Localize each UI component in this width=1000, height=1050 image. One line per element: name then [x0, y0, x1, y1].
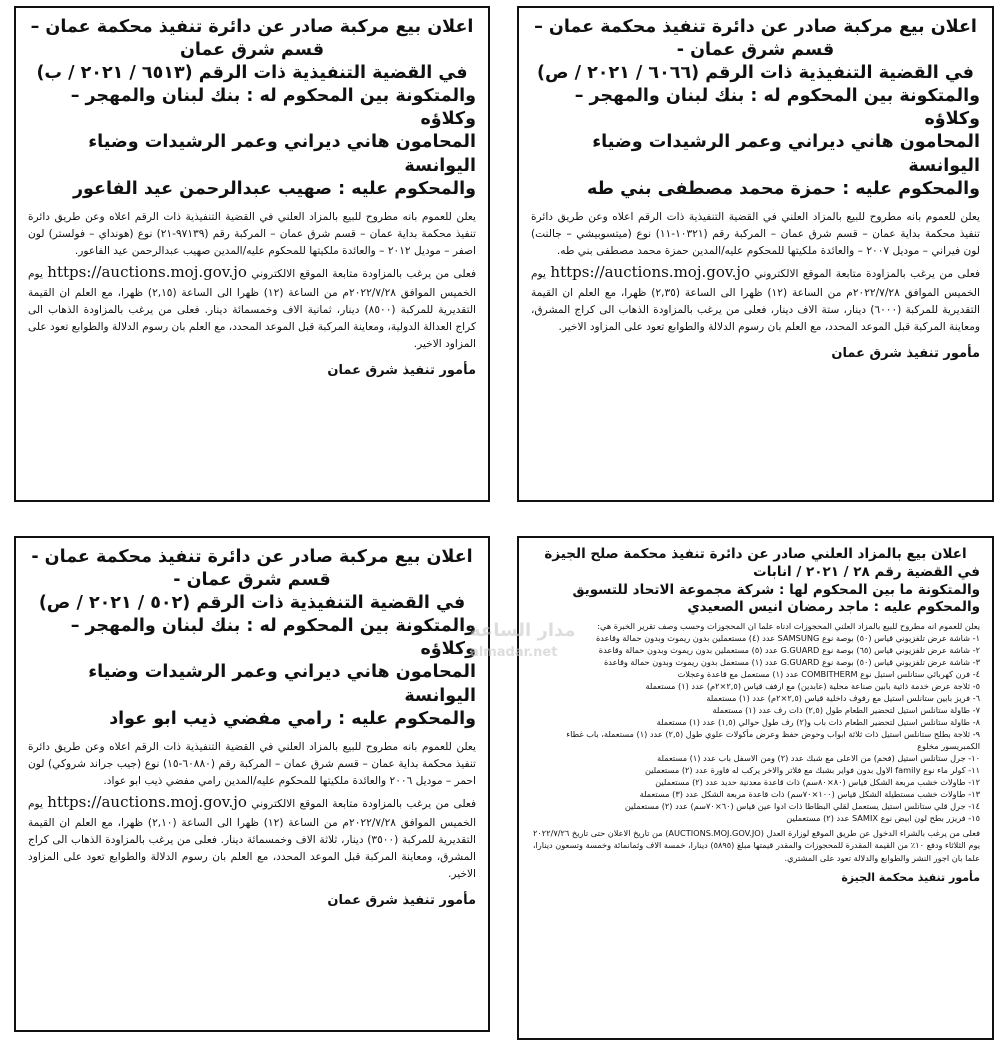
watermark-url: almadar.net	[470, 645, 558, 660]
list-item: ٣- شاشة عرض تلفزيوني قياس (٥٠) بوصة نوع G.GUARD عدد (١) مستعمل بدون ريموت وبدون حمالة وقاعدة	[604, 657, 980, 668]
auction-terms: يوم الخميس الموافق ٢٠٢٢/٧/٢٨م من الساعة (١٢) ظهرا الى الساعة (٢,٣٥) ظهرا، مع العلم ان القيمة التقديرية للمركبة (٦٠٠٠) دينار، ستة الاف دينار، فعلى من يرغب بالمزاودة الذهاب الى كراج المشرق، ومعاينة المركبة قبل الموعد المحدد، مع العلم بان رسوم الدلالة والطوابع تعود على المزاود الاخير.	[531, 268, 981, 333]
notice-auction-jiza	[517, 536, 994, 1040]
notice-vehicle-sale-6513	[14, 6, 490, 502]
notice-vehicle-sale-6066	[517, 6, 994, 502]
case-number: في القضية التنفيذية ذات الرقم (٥٠٢ / ٢٠٢١ / ص)	[38, 593, 466, 614]
items-intro: يعلن للعموم انه مطروح للبيع بالمزاد العلني المحجوزات ادناه علما ان المحجوزات وحسب وصف تقرير الخبرة هي:	[597, 621, 980, 632]
list-item: ١٥- فريزر بطح لون ابيض نوع SAMIX عدد (٢) مستعملين	[786, 812, 980, 823]
auction-url-link[interactable]: https://auctions.moj.gov.jo	[550, 263, 751, 282]
auction-url-link[interactable]: https://auctions.moj.gov.jo	[47, 263, 247, 282]
auction-terms: يوم الخميس الموافق ٢٠٢٢/٧/٢٨م من الساعة (١٢) ظهرا الى الساعة (٢,١٥) ظهرا، مع العلم ان القيمة التقديرية للمركبة (٨٥٠٠) دينار، ثمانية الاف وخمسمائة دينار. فعلى من يرغب بالمزاودة الذهاب الى كراج العدالة الدولية، ومعاينة المركبة قبل الموعد المحدد، مع العلم بان رسوم الدلالة والطوابع تعود على المزاود الاخير.	[28, 268, 477, 350]
lawyers-line: المحامون هاني ديراني وعمر الرشيدات وضياء اليوانسة	[88, 132, 476, 176]
notice-auction-details	[28, 260, 476, 353]
list-item: ٨- طاولة ستانلس استيل لتحضير الطعام ذات باب و(٢) رف طول حوالي (١,٥) عدد (١) مستعملة	[656, 717, 980, 727]
defendant-line: والمحكوم عليه : صهيب عبدالرحمن عيد الفاعور	[72, 178, 476, 199]
watermark-text: مدار الساعة	[470, 620, 576, 641]
list-item: ٥- ثلاجة عرض خدمة ذاتية بابين صناعة محلية (عابدين) مع ارفف قياس (٢,٥×٢م) عدد (١) مستعملة	[645, 681, 980, 692]
notice-signature: مأمور تنفيذ محكمة الجيزة	[841, 870, 980, 884]
list-item: ٩- ثلاجة بطلح ستانلس استيل ذات ثلاثة ابواب وحوض حفظ وعرض مأكولات علوي طول (٢,٥) عدد (١) مستعملة، باب غطاء الكمبريسور مخلوع	[566, 728, 980, 751]
notice-signature: مأمور تنفيذ شرق عمان	[327, 893, 476, 909]
notice-auction-details	[531, 260, 980, 336]
notice-closing: فعلى من يرغب بالشراء الدخول عن طريق الموقع لوزارة العدل (AUCTIONS.MOJ.GOV.JO) من تاريخ الاعلان حتى تاريخ ٢٠٢٢/٧/٢٦ يوم الثلاثاء ودفع ١٠٪ من القيمة المقدرة للمحجوزات والمقدر قيمتها مبلغ (٥٨٩٥) دينارا، خمسة الاف وثمانمائة وخمسة وتسعون دينارا، علما بان اجور النشر والطوابع والدلالة تعود على المشتري.	[532, 827, 980, 864]
list-item: ١- شاشة عرض تلفزيوني قياس (٥٠) بوصة نوع SAMSUNG عدد (٤) مستعملين بدون ريموت وبدون حمالة وقاعدة	[595, 633, 980, 644]
parties-line: والمتكونة ما بين المحكوم لها : شركة مجموعة الاتحاد للتسويق	[572, 581, 980, 598]
list-item: ١٤- جرل قلي ستانلس استيل يستعمل لقلي البطاطا ذات ادوا عين قياس (٦٠×٧٠سم) عدد (٢) مستعملين	[624, 800, 980, 811]
notice-signature: مأمور تنفيذ شرق عمان	[327, 363, 476, 379]
parties-line: والمتكونة بين المحكوم له : بنك لبنان والمهجر – وكلاؤه	[574, 86, 980, 130]
notice-section: قسم شرق عمان -	[173, 570, 331, 591]
notice-body: يعلن للعموم بانه مطروح للبيع بالمزاد العلني في القضية التنفيذية ذات الرقم اعلاه وعن طريق دائرة تنفيذ محكمة بداية عمان – قسم شرق عمان – المركبة رقم (١٠٣٢١-١١) نوع (ميتسوبيشي – جالنت) لون فيراني – موديل ٢٠٠٧ – والعائدة ملكيتها للمحكوم عليه/المدين حمزة محمد مصطفى بني طه.	[531, 210, 980, 258]
auction-intro: فعلى من يرغب بالمزاودة متابعة الموقع الالكتروني	[251, 798, 477, 811]
defendant-line: والمحكوم عليه : رامي مفضي ذيب ابو عواد	[109, 708, 476, 729]
notice-section: قسم شرق عمان	[179, 40, 325, 61]
defendant-line: والمحكوم عليه : حمزة محمد مصطفى بني طه	[586, 178, 980, 199]
auction-url-link[interactable]: https://auctions.moj.gov.jo	[47, 793, 247, 812]
defendant-line: والمحكوم عليه : ماجد رمضان انيس الصعيدي	[687, 599, 980, 616]
case-number: في القضية التنفيذية ذات الرقم (٦٥١٣ / ٢٠٢١ / ب)	[36, 63, 468, 84]
lawyers-line: المحامون هاني ديراني وعمر الرشيدات وضياء اليوانسة	[88, 662, 476, 706]
list-item: ١٠- جرل ستانلس استيل (فحم) من الاعلى مع شبك عدد (٢) ومن الاسفل باب عدد (١) مستعملة	[657, 752, 980, 763]
notice-auction-details	[28, 790, 476, 883]
list-item: ٧- طاولة ستانلس استيل لتحضير الطعام طول (٢,٥) ذات رف عدد (١) مستعملة	[712, 705, 980, 716]
case-number: في القضية رقم ٢٨ / ٢٠٢١ / انابات	[753, 563, 980, 580]
notice-title: اعلان بيع مركبة صادر عن دائرة تنفيذ محكمة عمان -	[31, 547, 473, 567]
notice-body: يعلن للعموم بانه مطروح للبيع بالمزاد العلني في القضية التنفيذية ذات الرقم اعلاه وعن طريق دائرة تنفيذ محكمة بداية عمان – قسم شرق عمان – المركبة رقم (٩٧١٣٩-٢١) نوع (هونداي – فولستر) لون اصفر – موديل ٢٠١٢ – والعائدة ملكيتها للمحكوم عليه/المدين صهيب عبدالرحمن عيد الفاعور.	[28, 210, 476, 258]
auction-terms: يوم الخميس الموافق ٢٠٢٢/٧/٢٨م من الساعة (١٢) ظهرا الى الساعة (٢,١٠) ظهرا، مع العلم ان القيمة التقديرية للمركبة (٣٥٠٠) دينار، ثلاثة الاف وخمسمائة دينار. فعلى من يرغب بالمزاودة الذهاب الى كراج المشرق، ومعاينة المركبة قبل الموعد المحدد، مع العلم بان رسوم الدلالة والطوابع تعود على المزاود الاخير.	[28, 798, 477, 880]
list-item: ٦- فريز بابين ستانلس استيل مع رفوف داخلية قياس (٢,٥×٢م) عدد (١) مستعملة	[706, 693, 980, 704]
notice-section: قسم شرق عمان -	[676, 40, 835, 61]
notice-vehicle-sale-502	[14, 536, 490, 1032]
notice-body: يعلن للعموم بانه مطروح للبيع بالمزاد العلني في القضية التنفيذية ذات الرقم اعلاه وعن طريق دائرة تنفيذ محكمة بداية عمان – قسم شرق عمان – المركبة رقم (٦٠٨٨٠-١٥) نوع (جيب جراند شروكي) لون احمر – موديل ٢٠٠٦ والعائدة ملكيتها للمحكوم عليه/المدين رامي مفضي ذيب ابو عواد.	[28, 740, 476, 788]
notice-title: اعلان بيع مركبة صادر عن دائرة تنفيذ محكمة عمان –	[30, 17, 474, 37]
notice-signature: مأمور تنفيذ شرق عمان	[831, 345, 980, 361]
list-item: ١١- كولر ماء نوع family الاول بدون فواير بشبك مع فلاتر والاخر يركب له فاورة عدد (٢) مستعملين	[644, 764, 980, 775]
list-item: ١٣- طاولات خشب مستطيلة الشكل قياس (١٠٠×٧٠سم) ذات قاعدة مربعة الشكل عدد (٣) مستعملة	[639, 788, 980, 799]
list-item: ١٢- طاولات خشب مربعة الشكل قياس (٨٠×٨٠سم) ذات قاعدة معدنية حديد عدد (٢) مستعملين	[655, 776, 980, 787]
auction-intro: فعلى من يرغب بالمزاودة متابعة الموقع الالكتروني	[754, 268, 981, 281]
lawyers-line: المحامون هاني ديراني وعمر الرشيدات وضياء اليوانسة	[592, 132, 980, 176]
case-number: في القضية التنفيذية ذات الرقم (٦٠٦٦ / ٢٠٢١ / ص)	[536, 63, 975, 84]
auction-intro: فعلى من يرغب بالمزاودة متابعة الموقع الالكتروني	[251, 268, 477, 281]
notice-title: اعلان بيع مركبة صادر عن دائرة تنفيذ محكمة عمان –	[534, 17, 977, 37]
list-item: ٢- شاشة عرض تلفزيوني قياس (٦٥) بوصة نوع G.GUARD عدد (٥) مستعملين بدون ريموت وبدون حمالة وقاعدة	[598, 645, 980, 656]
notice-title: اعلان بيع بالمزاد العلني صادر عن دائرة تنفيذ محكمة صلح الجيزة	[544, 546, 967, 562]
list-item: ٤- فرن كهربائي ستانلس استيل نوع COMBITHERM عدد (١) مستعمل مع قاعدة وعجلات	[677, 669, 980, 680]
parties-line: والمتكونة بين المحكوم له : بنك لبنان والمهجر – وكلاؤه	[70, 616, 476, 660]
parties-line: والمتكونة بين المحكوم له : بنك لبنان والمهجر – وكلاؤه	[70, 86, 476, 130]
